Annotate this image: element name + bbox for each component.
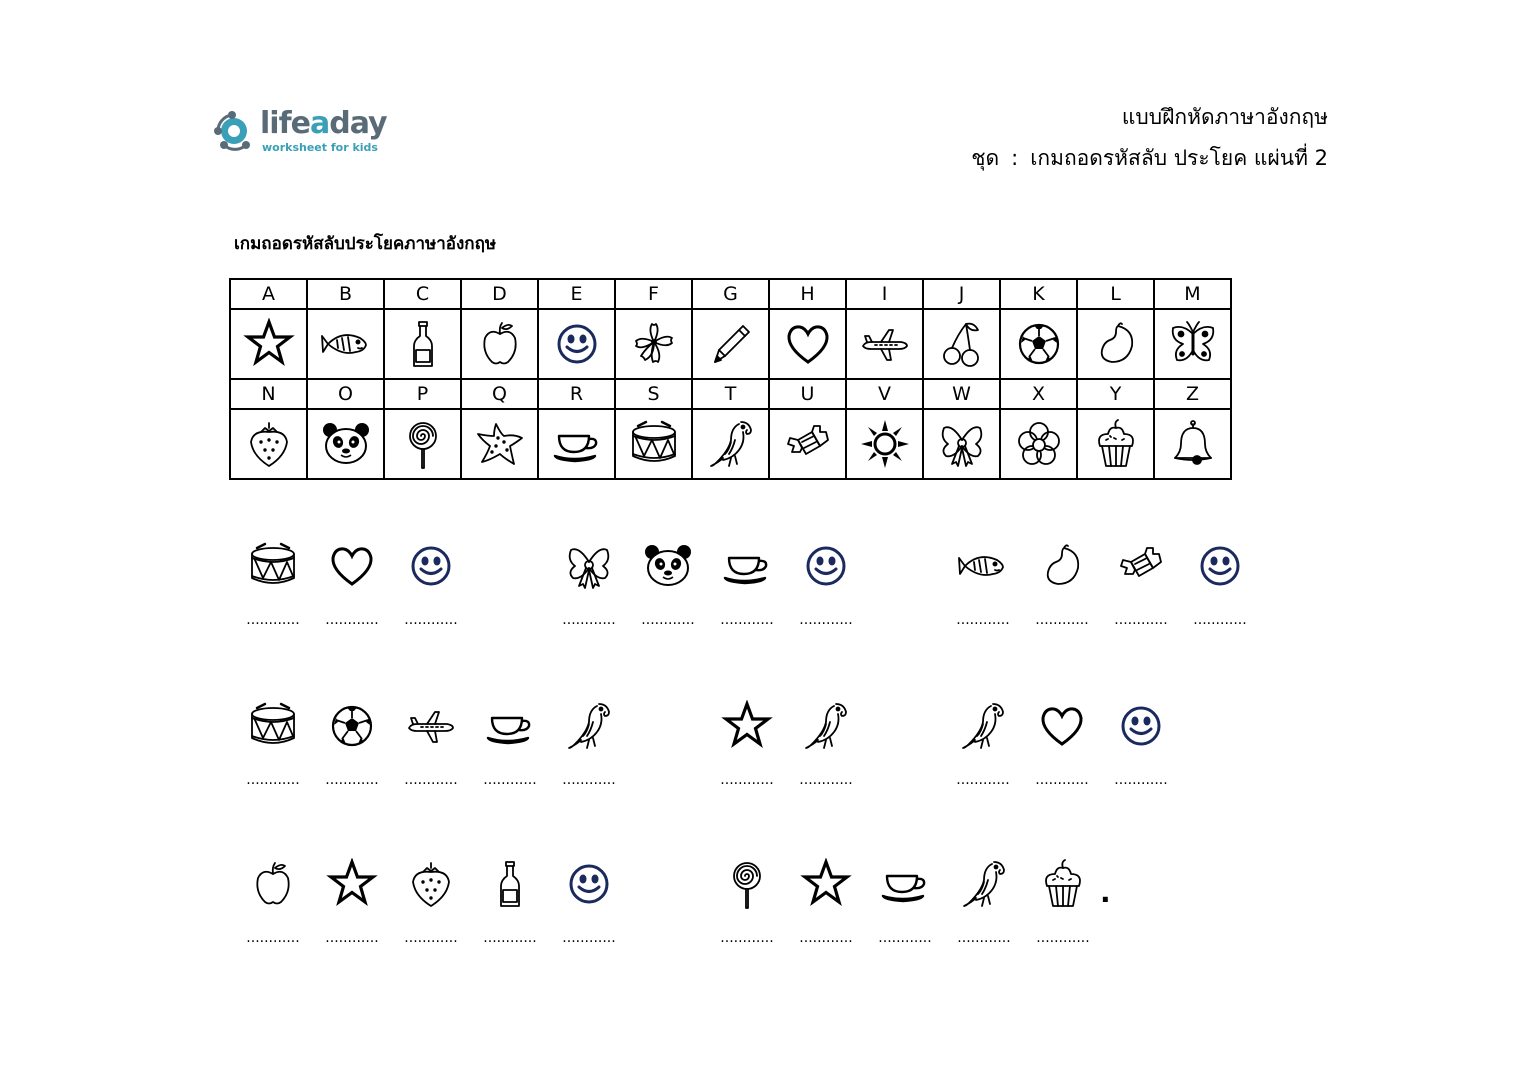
answer-blank[interactable]: ............ [720, 930, 774, 946]
drum-icon [628, 418, 680, 470]
star-icon [800, 858, 852, 910]
answer-blank[interactable]: ............ [1035, 612, 1089, 628]
lollipop-icon [721, 858, 773, 910]
key-letter-y: Y [1077, 379, 1154, 409]
key-icons-row [230, 409, 1231, 479]
key-letter-f: F [615, 279, 692, 309]
puzzle-cell [475, 700, 545, 810]
set-separator: : [1011, 146, 1019, 170]
key-symbol-k [1000, 309, 1077, 379]
puzzle-cell [396, 540, 466, 650]
key-symbol-f [615, 309, 692, 379]
answer-blank[interactable]: ............ [799, 612, 853, 628]
answer-blank[interactable]: ............ [246, 772, 300, 788]
puzzle-cell [633, 540, 703, 650]
puzzle-cell [317, 540, 387, 650]
flower-icon [628, 318, 680, 370]
answer-blank[interactable]: ............ [246, 930, 300, 946]
puzzle-cell [475, 858, 545, 968]
key-symbol-g [692, 309, 769, 379]
logo-tagline: worksheet for kids [262, 141, 378, 154]
key-letter-r: R [538, 379, 615, 409]
key-letter-j: J [923, 279, 1000, 309]
key-icons-row [230, 309, 1231, 379]
answer-blank[interactable]: ............ [1036, 930, 1090, 946]
key-letter-s: S [615, 379, 692, 409]
key-symbol-v [846, 409, 923, 479]
answer-blank[interactable]: ............ [404, 930, 458, 946]
key-symbol-x [1000, 409, 1077, 479]
key-symbol-o [307, 409, 384, 479]
airplane-icon [859, 318, 911, 370]
sun-icon [859, 418, 911, 470]
key-letter-w: W [923, 379, 1000, 409]
puzzle-cell [396, 858, 466, 968]
answer-blank[interactable]: ............ [404, 612, 458, 628]
mango-icon [1036, 540, 1088, 592]
star-icon [243, 318, 295, 370]
heart-icon [326, 540, 378, 592]
strawberry-icon [405, 858, 457, 910]
puzzle-cell [948, 540, 1018, 650]
key-symbol-m [1154, 309, 1231, 379]
answer-blank[interactable]: ............ [956, 612, 1010, 628]
key-symbol-d [461, 309, 538, 379]
parrot-icon [958, 858, 1010, 910]
candy-icon [1115, 540, 1167, 592]
key-symbol-p [384, 409, 461, 479]
answer-blank[interactable]: ............ [562, 612, 616, 628]
key-letter-o: O [307, 379, 384, 409]
key-letters-row [230, 379, 1231, 409]
answer-blank[interactable]: ............ [483, 772, 537, 788]
set-value: เกมถอดรหัสลับ ประโยค แผ่นที่ 2 [1030, 146, 1328, 170]
key-symbol-h [769, 309, 846, 379]
mango-icon [1090, 318, 1142, 370]
key-letter-c: C [384, 279, 461, 309]
bottle-icon [397, 318, 449, 370]
key-letter-h: H [769, 279, 846, 309]
key-letter-q: Q [461, 379, 538, 409]
key-symbol-c [384, 309, 461, 379]
answer-blank[interactable]: ............ [325, 612, 379, 628]
key-symbol-a [230, 309, 307, 379]
teacup-icon [879, 858, 931, 910]
puzzle-cell [238, 858, 308, 968]
cupcake-icon [1037, 858, 1089, 910]
cipher-key-table [229, 278, 1232, 480]
key-letter-g: G [692, 279, 769, 309]
key-letter-a: A [230, 279, 307, 309]
answer-blank[interactable]: ............ [720, 772, 774, 788]
key-letter-x: X [1000, 379, 1077, 409]
parrot-icon [563, 700, 615, 752]
key-symbol-e [538, 309, 615, 379]
parrot-icon [800, 700, 852, 752]
panda-icon [642, 540, 694, 592]
cupcake-icon [1090, 418, 1142, 470]
soccer-ball-icon [1013, 318, 1065, 370]
answer-blank[interactable]: ............ [956, 772, 1010, 788]
puzzle-cell [1027, 540, 1097, 650]
answer-blank[interactable]: ............ [562, 930, 616, 946]
panda-icon [320, 418, 372, 470]
puzzle-cell [791, 540, 861, 650]
key-symbol-l [1077, 309, 1154, 379]
puzzle-cell [238, 700, 308, 810]
smiley-icon [551, 318, 603, 370]
answer-blank[interactable]: ............ [325, 772, 379, 788]
key-symbol-t [692, 409, 769, 479]
teacup-icon [551, 418, 603, 470]
key-letter-p: P [384, 379, 461, 409]
candy-icon [782, 418, 834, 470]
puzzle-cell [1028, 858, 1098, 968]
smiley-icon [563, 858, 615, 910]
answer-blank[interactable]: ............ [404, 772, 458, 788]
fish-icon [320, 318, 372, 370]
key-letter-k: K [1000, 279, 1077, 309]
smiley-icon [1194, 540, 1246, 592]
puzzle-cell [554, 540, 624, 650]
apple-icon [247, 858, 299, 910]
key-letter-m: M [1154, 279, 1231, 309]
puzzle-cell [554, 858, 624, 968]
parrot-icon [957, 700, 1009, 752]
key-letter-i: I [846, 279, 923, 309]
key-symbol-r [538, 409, 615, 479]
key-symbol-j [923, 309, 1000, 379]
puzzle-cell [1027, 700, 1097, 810]
puzzle-cell [1106, 540, 1176, 650]
sentence-period: . [1100, 876, 1111, 909]
pencil-icon [705, 318, 757, 370]
cherry-icon [936, 318, 988, 370]
logo-wordmark: lifeaday [260, 106, 387, 141]
teacup-icon [484, 700, 536, 752]
key-letter-u: U [769, 379, 846, 409]
puzzle-cell [238, 540, 308, 650]
key-symbol-b [307, 309, 384, 379]
bow-icon [563, 540, 615, 592]
key-letter-e: E [538, 279, 615, 309]
answer-blank[interactable]: ............ [562, 772, 616, 788]
key-letter-v: V [846, 379, 923, 409]
answer-blank[interactable]: ............ [799, 930, 853, 946]
key-symbol-i [846, 309, 923, 379]
key-letter-l: L [1077, 279, 1154, 309]
puzzle-cell [1185, 540, 1255, 650]
answer-blank[interactable]: ............ [799, 772, 853, 788]
puzzle-cell [396, 700, 466, 810]
smiley-icon [1115, 700, 1167, 752]
answer-blank[interactable]: ............ [720, 612, 774, 628]
starfish-icon [474, 418, 526, 470]
key-symbol-y [1077, 409, 1154, 479]
set-label: ชุด [971, 146, 1000, 170]
puzzle-cell [1106, 700, 1176, 810]
bell-icon [1167, 418, 1219, 470]
key-letter-t: T [692, 379, 769, 409]
fish-icon [957, 540, 1009, 592]
soccer-ball-icon [326, 700, 378, 752]
heart-icon [1036, 700, 1088, 752]
answer-blank[interactable]: ............ [246, 612, 300, 628]
puzzle-cell [712, 858, 782, 968]
teacup-icon [721, 540, 773, 592]
answer-blank[interactable]: ............ [1114, 612, 1168, 628]
smiley-icon [800, 540, 852, 592]
key-letters-row [230, 279, 1231, 309]
answer-blank[interactable]: ............ [1114, 772, 1168, 788]
parrot-icon [705, 418, 757, 470]
answer-blank[interactable]: ............ [483, 930, 537, 946]
answer-blank[interactable]: ............ [957, 930, 1011, 946]
logo-molecule-icon [210, 107, 256, 153]
key-symbol-s [615, 409, 692, 479]
bow-icon [936, 418, 988, 470]
puzzle-cell [791, 700, 861, 810]
drum-icon [247, 540, 299, 592]
key-letter-b: B [307, 279, 384, 309]
key-letter-z: Z [1154, 379, 1231, 409]
airplane-icon [405, 700, 457, 752]
answer-blank[interactable]: ............ [641, 612, 695, 628]
puzzle-cell [317, 858, 387, 968]
drum-icon [247, 700, 299, 752]
key-symbol-u [769, 409, 846, 479]
worksheet-title: แบบฝึกหัดภาษาอังกฤษ [1121, 105, 1328, 129]
smiley-icon [405, 540, 457, 592]
key-symbol-n [230, 409, 307, 479]
puzzle-cell [554, 700, 624, 810]
puzzle-cell [712, 540, 782, 650]
heart-icon [782, 318, 834, 370]
puzzle-cell [791, 858, 861, 968]
lifeaday-logo [210, 103, 410, 163]
worksheet-set [959, 142, 1328, 175]
apple-icon [474, 318, 526, 370]
section-title: เกมถอดรหัสลับประโยคภาษาอังกฤษ [234, 234, 497, 254]
blossom-icon [1013, 418, 1065, 470]
puzzle-cell [317, 700, 387, 810]
puzzle-cell [949, 858, 1019, 968]
star-icon [721, 700, 773, 752]
puzzle-cell [712, 700, 782, 810]
butterfly-icon [1167, 318, 1219, 370]
key-letter-d: D [461, 279, 538, 309]
answer-blank[interactable]: ............ [878, 930, 932, 946]
key-symbol-z [1154, 409, 1231, 479]
key-symbol-q [461, 409, 538, 479]
puzzle-cell [870, 858, 940, 968]
star-icon [326, 858, 378, 910]
strawberry-icon [243, 418, 295, 470]
puzzle-cell [948, 700, 1018, 810]
bottle-icon [484, 858, 536, 910]
answer-blank[interactable]: ............ [1193, 612, 1247, 628]
answer-blank[interactable]: ............ [1035, 772, 1089, 788]
key-symbol-w [923, 409, 1000, 479]
answer-blank[interactable]: ............ [325, 930, 379, 946]
key-letter-n: N [230, 379, 307, 409]
lollipop-icon [397, 418, 449, 470]
